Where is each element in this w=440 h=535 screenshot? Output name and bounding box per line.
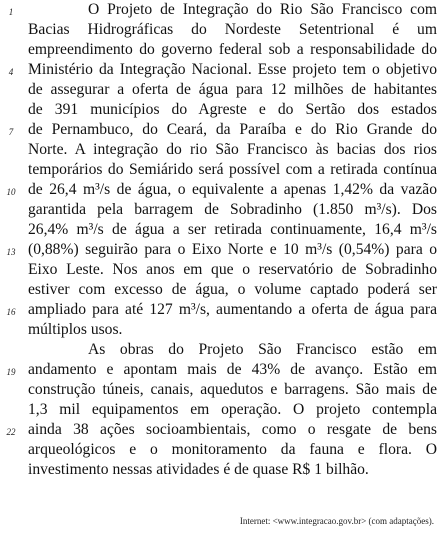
line-number: 1 — [8, 7, 14, 17]
text-line: de 391 municípios do Agreste e do Sertão dos estados — [28, 101, 437, 118]
text-line: de 26,4 m³/s de água, o equivalente a apenas 1,42% da vazão — [28, 181, 437, 198]
text-line: (0,88%) seguirão para o Eixo Norte e 10 m³/s (0,54%) para o — [28, 241, 437, 258]
source-citation: Internet: <www.integracao.gov.br> (com adaptações). — [239, 516, 434, 526]
line-number: 7 — [8, 127, 14, 137]
line-number: 10 — [6, 187, 16, 197]
text-line: 26,4% m³/s de água a ser retirada continuamente, 16,4 m³/s — [28, 221, 437, 238]
text-line: empreendimento do governo federal sob a responsabilidade do — [28, 41, 437, 58]
text-line: de Pernambuco, do Ceará, da Paraíba e do Rio Grande do — [28, 121, 437, 138]
text-line: arqueológicos e o monitoramento da fauna e flora. O — [28, 441, 437, 458]
line-number: 22 — [6, 427, 16, 437]
text-line: garantida pela barragem de Sobradinho (1.850 m³/s). Dos — [28, 201, 437, 218]
text-line: estiver com excesso de água, o volume captado poderá ser — [28, 281, 437, 298]
text-line: investimento nessas atividades é de quase R$ 1 bilhão. — [28, 461, 369, 478]
text-line: temporários do Semiárido será possível com a retirada contínua — [28, 161, 437, 178]
text-line: ainda 38 ações socioambientais, como o resgate de bens — [28, 421, 437, 438]
line-number: 4 — [8, 67, 14, 77]
text-line: Eixo Leste. Nos anos em que o reservatório de Sobradinho — [28, 261, 437, 278]
text-line: múltiplos usos. — [28, 321, 123, 338]
text-line: Norte. A integração do rio São Francisco às bacias dos rios — [28, 141, 437, 158]
line-number: 19 — [6, 367, 16, 377]
text-line: andamento e apontam mais de 43% de avanço. Estão em — [28, 361, 437, 378]
text-line: Ministério da Integração Nacional. Esse projeto tem o objetivo — [28, 61, 437, 78]
text-line: 1,3 mil equipamentos em operação. O projeto contempla — [28, 401, 437, 418]
text-line: Bacias Hidrográficas do Nordeste Setentrional é um — [28, 21, 437, 38]
text-line: de assegurar a oferta de água para 12 milhões de habitantes — [28, 81, 437, 98]
text-line: ampliado para até 127 m³/s, aumentando a oferta de água para — [28, 301, 437, 318]
text-line: construção túneis, canais, aquedutos e barragens. São mais de — [28, 381, 437, 398]
text-line: As obras do Projeto São Francisco estão em — [88, 341, 437, 358]
line-number: 13 — [6, 247, 16, 257]
text-line: O Projeto de Integração do Rio São Francisco com — [88, 1, 437, 18]
line-number: 16 — [6, 307, 16, 317]
